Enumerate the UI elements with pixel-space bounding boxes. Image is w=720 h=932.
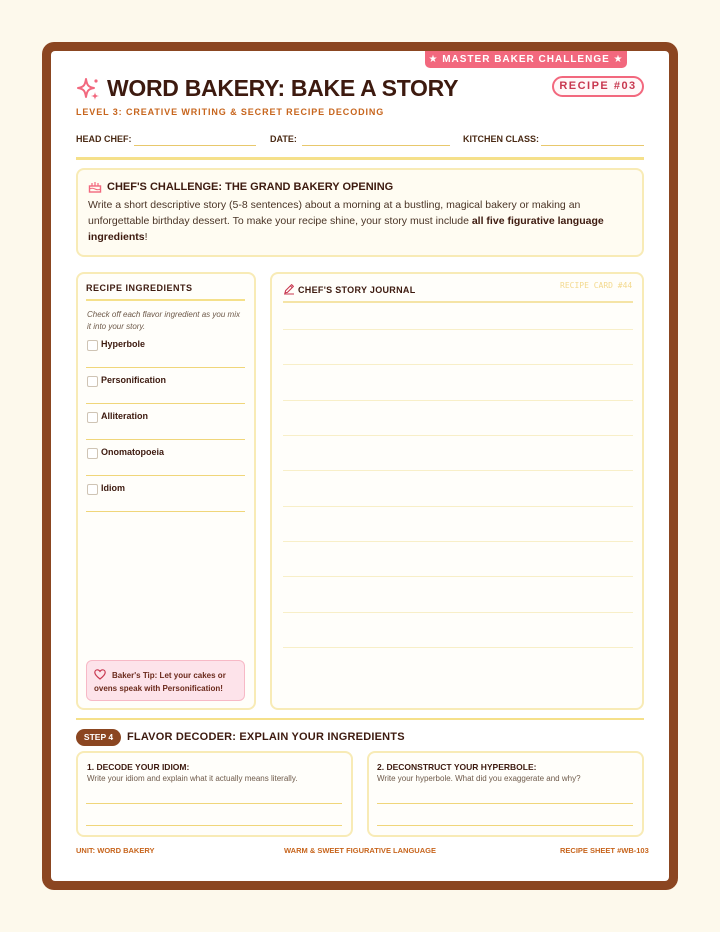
ingredients-help: Check off each flavor ingredient as you mix it into your story. <box>87 310 240 331</box>
ingredients-title: RECIPE INGREDIENTS <box>86 283 193 293</box>
challenge-bold: all five figurative language ingredients <box>88 215 604 243</box>
ingredient-line <box>86 367 245 368</box>
journal-writing-line[interactable] <box>283 435 633 436</box>
deconstruct-hyperbole-line[interactable] <box>377 803 633 804</box>
head-chef-field[interactable] <box>134 145 256 146</box>
challenge-body <box>88 197 628 245</box>
kitchen-class-label: KITCHEN CLASS: <box>463 134 539 144</box>
story-journal-box <box>270 272 644 710</box>
journal-writing-line[interactable] <box>283 329 633 330</box>
checkbox[interactable] <box>87 340 98 351</box>
footer-sheet-id: RECIPE SHEET #WB-103 <box>560 846 649 855</box>
footer-theme: WARM & SWEET FIGURATIVE LANGUAGE <box>284 846 436 855</box>
page-subtitle: LEVEL 3: CREATIVE WRITING & SECRET RECIPE DECODING <box>76 107 385 117</box>
checkbox[interactable] <box>87 484 98 495</box>
deconstruct-hyperbole-title: 2. DECONSTRUCT YOUR HYPERBOLE: <box>377 762 537 772</box>
cake-icon <box>88 181 102 193</box>
checkbox[interactable] <box>87 448 98 459</box>
ingredient-line <box>86 511 245 512</box>
journal-rule <box>283 301 633 303</box>
header-divider <box>76 157 644 160</box>
journal-writing-line[interactable] <box>283 647 633 648</box>
ingredient-line <box>86 403 245 404</box>
kitchen-class-field[interactable] <box>541 145 644 146</box>
decode-idiom-line[interactable] <box>86 803 342 804</box>
ingredient-label: Personification <box>101 375 167 385</box>
checkbox[interactable] <box>87 412 98 423</box>
decode-idiom-title: 1. DECODE YOUR IDIOM: <box>87 762 190 772</box>
step-4-title: FLAVOR DECODER: EXPLAIN YOUR INGREDIENTS <box>127 731 405 743</box>
ingredient-line <box>86 439 245 440</box>
ingredient-label: Idiom <box>101 483 125 493</box>
journal-writing-line[interactable] <box>283 612 633 613</box>
head-chef-label: HEAD CHEF: <box>76 134 132 144</box>
decode-idiom-line[interactable] <box>86 825 342 826</box>
ingredients-rule <box>86 299 245 301</box>
deconstruct-hyperbole-line[interactable] <box>377 825 633 826</box>
page-title: WORD BAKERY: BAKE A STORY <box>107 75 459 101</box>
pencil-icon <box>283 283 295 295</box>
bakers-tip-text: Baker's Tip: Let your cakes or ovens speak with Personification! <box>94 671 226 693</box>
journal-writing-line[interactable] <box>283 364 633 365</box>
journal-writing-line[interactable] <box>283 576 633 577</box>
master-baker-ribbon: ★ MASTER BAKER CHALLENGE ★ <box>425 51 627 68</box>
ingredient-label: Onomatopoeia <box>101 447 165 457</box>
sparkle-icon <box>76 77 101 102</box>
footer-unit: UNIT: WORD BAKERY <box>76 846 155 855</box>
recipe-card-number: RECIPE CARD #44 <box>560 281 633 290</box>
date-label: DATE: <box>270 134 297 144</box>
journal-writing-line[interactable] <box>283 400 633 401</box>
step-4-pill: STEP 4 <box>76 729 121 746</box>
story-journal-title: CHEF'S STORY JOURNAL <box>298 285 416 295</box>
ingredient-line <box>86 475 245 476</box>
ingredient-label: Alliteration <box>101 411 149 421</box>
challenge-text: Write a short descriptive story (5-8 sentences) about a morning at a bustling, magical bakery or making an unforgettable birthday dessert. To make your recipe shine, your story must include <box>88 199 581 227</box>
section-divider <box>76 718 644 720</box>
journal-writing-line[interactable] <box>283 506 633 507</box>
checkbox[interactable] <box>87 376 98 387</box>
ingredient-label: Hyperbole <box>101 339 146 349</box>
decode-idiom-help: Write your idiom and explain what it actually means literally. <box>87 774 298 783</box>
journal-writing-line[interactable] <box>283 541 633 542</box>
journal-writing-line[interactable] <box>283 470 633 471</box>
challenge-end: ! <box>144 231 148 243</box>
challenge-title: CHEF'S CHALLENGE: THE GRAND BAKERY OPENING <box>107 181 394 193</box>
date-field[interactable] <box>302 145 450 146</box>
recipe-badge: RECIPE #03 <box>552 76 644 97</box>
deconstruct-hyperbole-help: Write your hyperbole. What did you exaggerate and why? <box>377 774 581 783</box>
